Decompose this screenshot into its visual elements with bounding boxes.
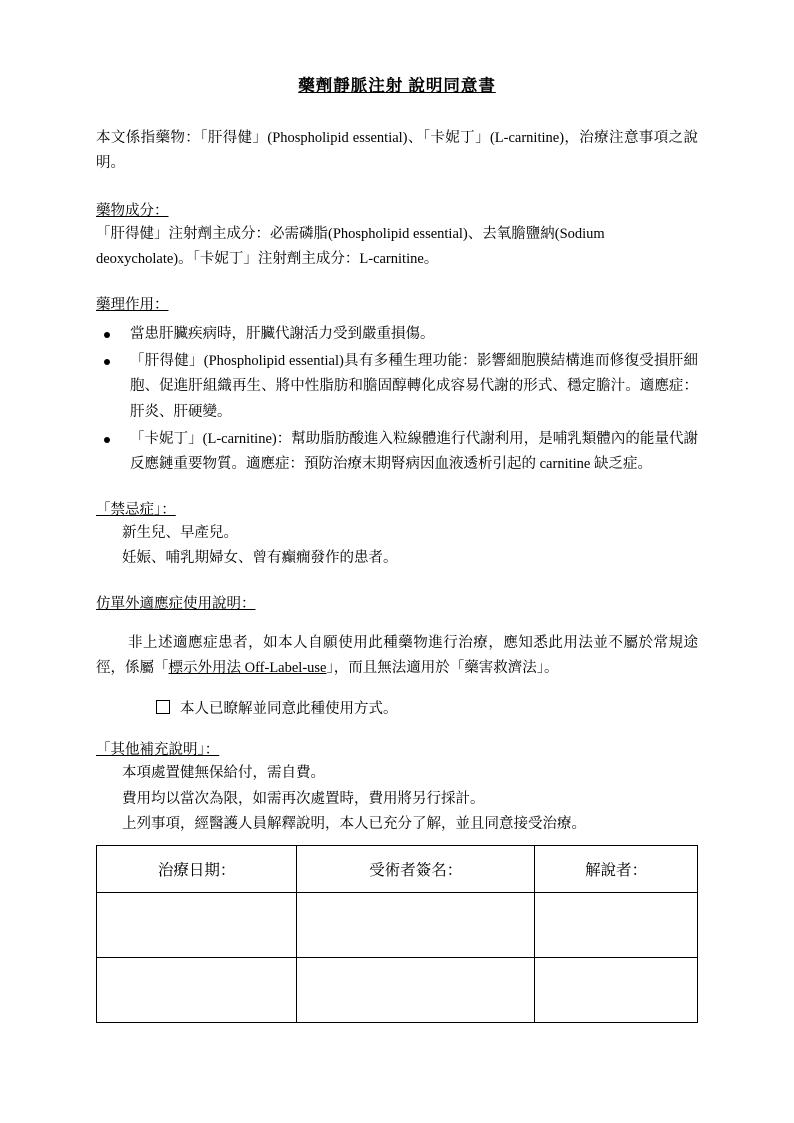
table-header-patient-signature: 受術者簽名：	[297, 846, 535, 893]
cell-explainer[interactable]	[535, 958, 698, 1023]
table-row[interactable]	[97, 893, 698, 958]
section-heading-additional-notes: 「其他補充說明」：	[96, 742, 220, 759]
cell-treatment-date[interactable]	[97, 958, 297, 1023]
section-heading-contraindications: 「禁忌症」：	[96, 501, 176, 518]
off-label-term: 標示外用法 Off-Label-use	[168, 659, 327, 676]
additional-note-line: 上列事項，經醫護人員解釋說明，本人已充分了解，並且同意接受治療。	[122, 816, 586, 832]
contraindication-line: 新生兒、早產兒。	[122, 524, 238, 541]
list-item: 當患肝臟疾病時，肝臟代謝活力受到嚴重損傷。	[96, 322, 698, 347]
section-additional-notes	[96, 738, 698, 837]
pharmacology-bullet-list	[96, 322, 698, 478]
section-body-ingredients: 「肝得健」注射劑主成分：必需磷脂(Phospholipid essential)、去氧膽鹽納(Sodium deoxycholate)。「卡妮丁」注射劑主成分：L-carnitine。	[96, 225, 605, 268]
table-header-row	[97, 846, 698, 893]
cell-patient-signature[interactable]	[297, 893, 535, 958]
list-item: 「卡妮丁」(L-carnitine)：幫助脂肪酸進入粒線體進行代謝利用，是哺乳類體內的能量代謝反應鏈重要物質。適應症：預防治療末期腎病因血液透析引起的 carnitine 缺乏症。	[96, 427, 698, 478]
section-contraindications	[96, 498, 698, 572]
table-row[interactable]	[97, 958, 698, 1023]
cell-explainer[interactable]	[535, 893, 698, 958]
section-heading-pharmacology: 藥理作用：	[96, 296, 169, 313]
signature-table	[96, 845, 698, 1023]
off-label-text-part1: 非上述適應症患者，如本人自願使用此種藥物進行治療，應知悉此用法並不屬於常規途徑，係屬「	[96, 634, 698, 676]
section-pharmacology	[96, 293, 698, 478]
consent-checkbox-row[interactable]	[96, 697, 698, 718]
section-heading-ingredients: 藥物成分：	[96, 202, 169, 219]
section-heading-off-label: 仿單外適應症使用說明：	[96, 595, 256, 612]
off-label-paragraph	[96, 631, 698, 682]
additional-note-line: 本項處置健無保給付，需自費。	[122, 765, 325, 782]
off-label-text-part2: 」，而且無法適用於「藥害救濟法」。	[326, 659, 559, 676]
cell-patient-signature[interactable]	[297, 958, 535, 1023]
cell-treatment-date[interactable]	[97, 893, 297, 958]
checkbox-icon[interactable]	[156, 700, 170, 714]
section-off-label	[96, 592, 698, 719]
table-header-treatment-date: 治療日期：	[97, 846, 297, 893]
table-header-explainer: 解說者：	[535, 846, 698, 893]
intro-paragraph: 本文係指藥物：「肝得健」(Phospholipid essential)、「卡妮丁」(L-carnitine)，治療注意事項之說明。	[96, 130, 698, 172]
consent-checkbox-label: 本人已瞭解並同意此種使用方式。	[180, 701, 398, 718]
additional-note-line: 費用均以當次為限，如需再次處置時，費用將另行採計。	[122, 790, 485, 807]
page-title: 藥劑靜脈注射 說明同意書	[298, 76, 496, 95]
list-item: 「肝得健」(Phospholipid essential)具有多種生理功能：影響細胞膜結構進而修復受損肝細胞、促進肝組織再生、將中性脂肪和膽固醇轉化成容易代謝的形式、穩定膽汁。適應症：肝炎、肝硬變。	[96, 349, 698, 425]
contraindication-line: 妊娠、哺乳期婦女、曾有癲癇發作的患者。	[122, 550, 398, 567]
section-ingredients	[96, 199, 698, 273]
